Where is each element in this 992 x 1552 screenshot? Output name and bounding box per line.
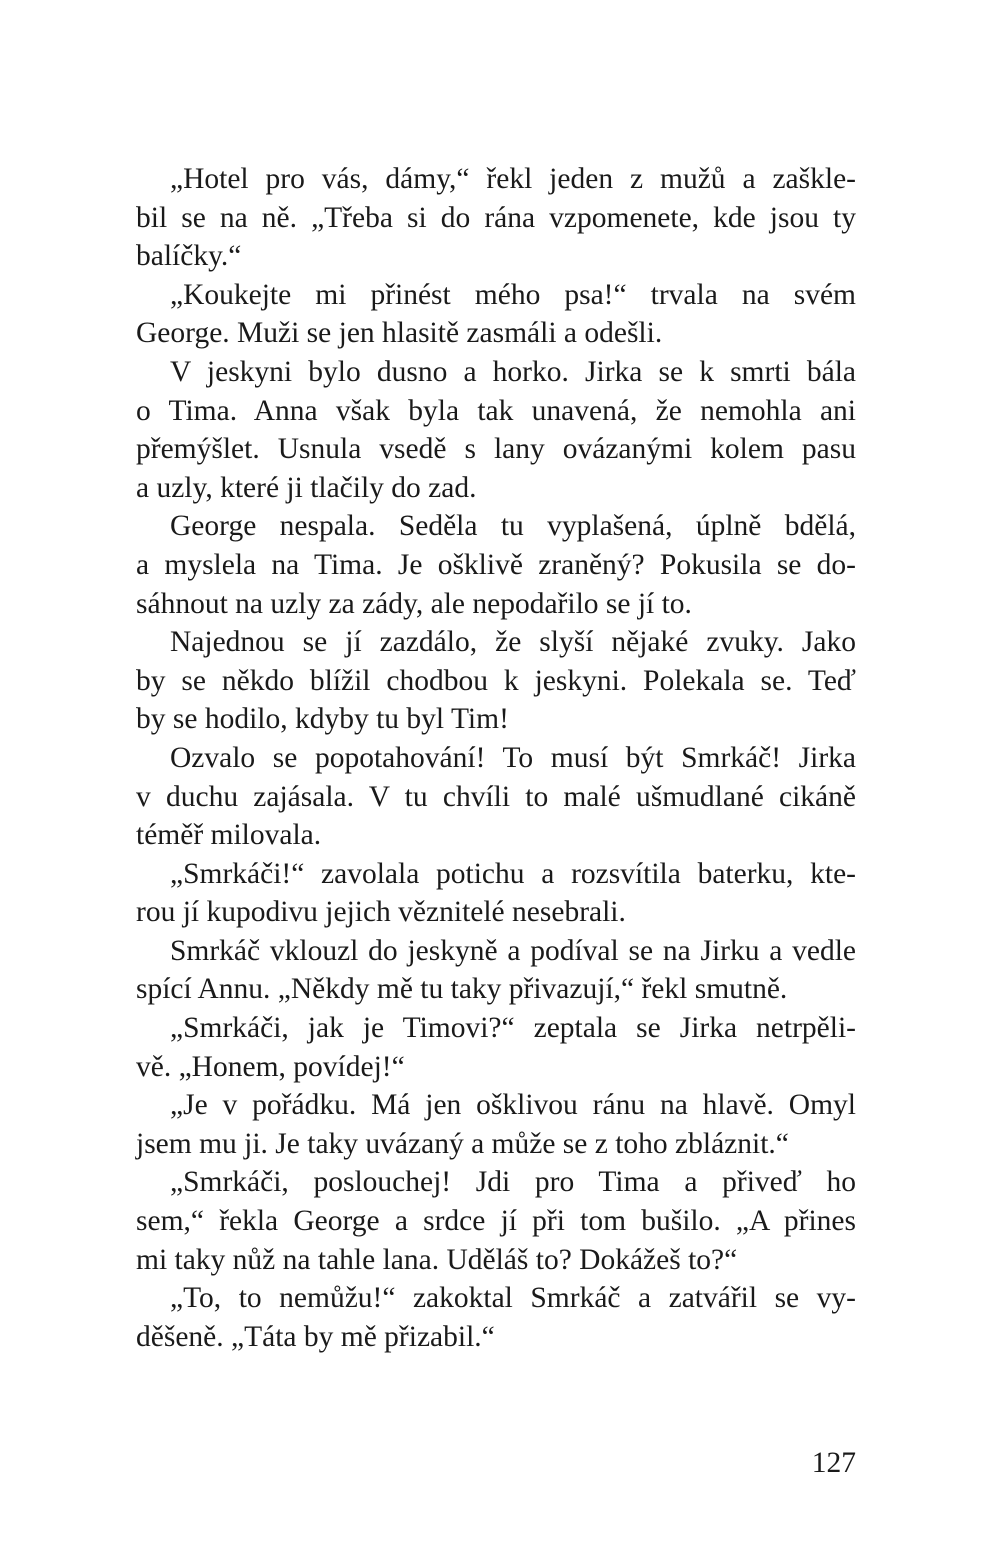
- paragraph: [136, 160, 856, 276]
- text-line: „Je v pořádku. Má jen ošklivou ránu na hlavě. Omyl: [170, 1089, 856, 1122]
- text-line: „To, to nemůžu!“ zakoktal Smrkáč a zatvářil se vy-: [170, 1282, 856, 1315]
- text-line: děšeně. „Táta by mě přizabil.“: [136, 1320, 495, 1353]
- text-line: sem,“ řekla George a srdce jí při tom bušilo. „A přines: [136, 1205, 856, 1238]
- text-line: a myslela na Tima. Je ošklivě zraněný? Pokusila se do-: [136, 548, 856, 581]
- text-line: téměř milovala.: [136, 819, 322, 852]
- text-line: „Koukejte mi přinést mého psa!“ trvala na svém: [170, 278, 856, 311]
- text-line: Smrkáč vklouzl do jeskyně a podíval se na Jirku a vedle: [170, 934, 856, 967]
- text-line: „Smrkáči, poslouchej! Jdi pro Tima a přiveď ho: [170, 1166, 856, 1199]
- paragraph: [136, 353, 856, 507]
- text-line: by se hodilo, kdyby tu byl Tim!: [136, 703, 509, 736]
- paragraph: [136, 1086, 856, 1163]
- paragraph: [136, 623, 856, 739]
- paragraph: [136, 507, 856, 623]
- text-line: V jeskyni bylo dusno a horko. Jirka se k smrti bála: [170, 355, 856, 388]
- text-line: v duchu zajásala. V tu chvíli to malé ušmudlané cikáně: [136, 780, 856, 813]
- page-number: 127: [811, 1447, 856, 1479]
- body-text: [136, 160, 856, 1356]
- paragraph: [136, 932, 856, 1009]
- text-line: by se někdo blížil chodbou k jeskyni. Polekala se. Teď: [136, 664, 856, 697]
- text-line: jsem mu ji. Je taky uvázaný a může se z toho zbláznit.“: [136, 1127, 789, 1160]
- text-line: sáhnout na uzly za zády, ale nepodařilo se jí to.: [136, 587, 692, 620]
- text-line: mi taky nůž na tahle lana. Uděláš to? Dokážeš to?“: [136, 1243, 738, 1276]
- paragraph: [136, 855, 856, 932]
- text-line: o Tima. Anna však byla tak unavená, že nemohla ani: [136, 394, 856, 427]
- text-line: vě. „Honem, povídej!“: [136, 1050, 405, 1083]
- paragraph: [136, 1163, 856, 1279]
- text-line: Najednou se jí zazdálo, že slyší nějaké zvuky. Jako: [170, 626, 856, 659]
- text-line: Ozvalo se popotahování! To musí být Smrkáč! Jirka: [170, 741, 856, 774]
- text-line: „Smrkáči!“ zavolala potichu a rozsvítila baterku, kte-: [170, 857, 856, 890]
- text-line: rou jí kupodivu jejich věznitelé nesebrali.: [136, 896, 626, 929]
- text-line: přemýšlet. Usnula vsedě s lany ovázanými kolem pasu: [136, 433, 856, 466]
- text-line: George nespala. Seděla tu vyplašená, úplně bdělá,: [170, 510, 856, 543]
- text-line: spící Annu. „Někdy mě tu taky přivazují,“ řekl smutně.: [136, 973, 788, 1006]
- paragraph: [136, 1279, 856, 1356]
- text-line: balíčky.“: [136, 240, 242, 273]
- paragraph: [136, 276, 856, 353]
- paragraph: [136, 739, 856, 855]
- text-line: George. Muži se jen hlasitě zasmáli a odešli.: [136, 317, 663, 350]
- paragraph: [136, 1009, 856, 1086]
- text-line: „Hotel pro vás, dámy,“ řekl jeden z mužů a zaškle-: [170, 163, 856, 195]
- text-line: a uzly, které ji tlačily do zad.: [136, 471, 477, 504]
- text-line: bil se na ně. „Třeba si do rána vzpomenete, kde jsou ty: [136, 201, 856, 234]
- text-line: „Smrkáči, jak je Timovi?“ zeptala se Jirka netrpěli-: [170, 1012, 856, 1045]
